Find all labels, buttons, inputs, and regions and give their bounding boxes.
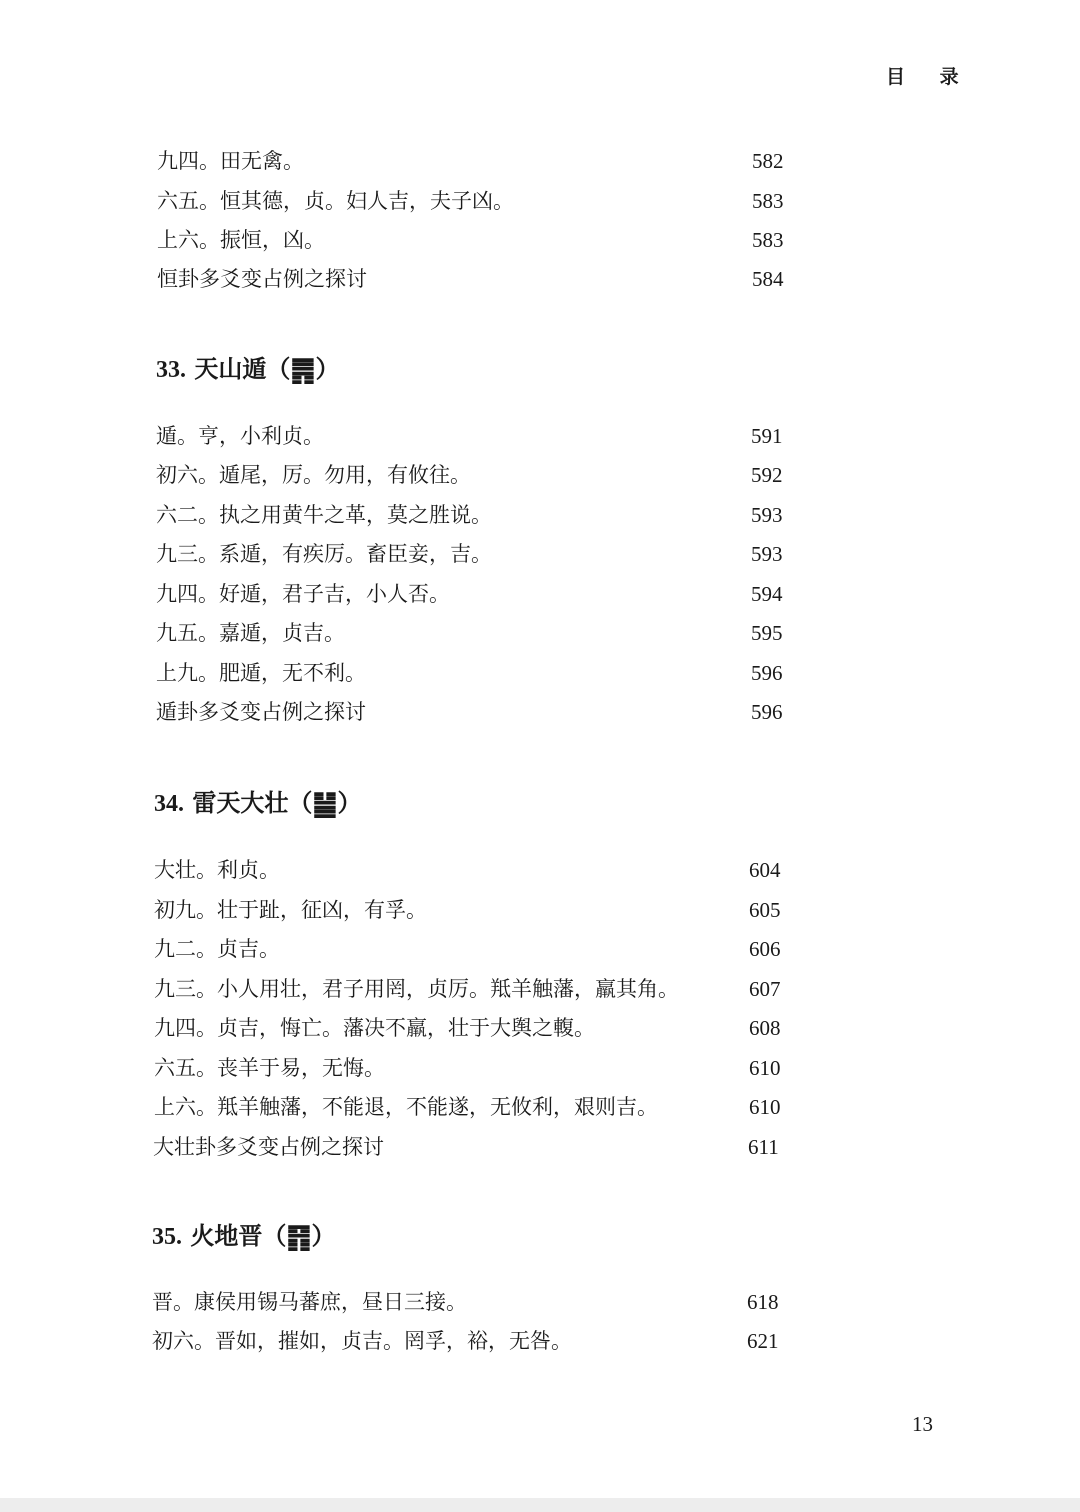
- toc-entry-page: 608: [749, 1016, 781, 1040]
- toc-entry-page: 610: [749, 1095, 781, 1119]
- toc-entry-page: 607: [749, 977, 781, 1001]
- section-heading: [156, 353, 339, 386]
- section-heading: [152, 1220, 335, 1253]
- toc-entry-text: 六五。恒其德，贞。妇人吉，夫子凶。: [157, 189, 514, 213]
- toc-entry-page: 596: [751, 700, 783, 724]
- toc-entry-text: 上九。肥遁，无不利。: [156, 661, 366, 685]
- toc-entry-text: 六二。执之用黄牛之革，莫之胜说。: [156, 503, 492, 527]
- toc-entry-text: 六五。丧羊于易，无悔。: [154, 1056, 385, 1080]
- section-heading: [154, 787, 361, 820]
- toc-entry-page: 584: [752, 267, 784, 291]
- toc-entry-page: 605: [749, 898, 781, 922]
- toc-entry-text: 初六。遁尾，厉。勿用，有攸往。: [156, 463, 471, 487]
- toc-entry-page: 595: [751, 621, 783, 645]
- toc-entry-page: 592: [751, 463, 783, 487]
- toc-entry-text: 九三。小人用壮，君子用罔，贞厉。羝羊触藩，羸其角。: [154, 977, 679, 1001]
- section-close: ）: [315, 354, 340, 383]
- section-name: 天山遁（: [194, 354, 291, 383]
- running-header: 目 录: [886, 66, 973, 88]
- section-number: 35.: [152, 1224, 182, 1250]
- toc-entry-page: 610: [749, 1056, 781, 1080]
- toc-entry-text: 初六。晋如，摧如，贞吉。罔孚，裕，无咎。: [152, 1329, 572, 1353]
- section-name: 火地晋（: [190, 1221, 287, 1250]
- section-close: ）: [337, 788, 362, 817]
- hexagram-symbol: ䷠: [290, 353, 316, 386]
- toc-entry-text: 九三。系遁，有疾厉。畜臣妾，吉。: [156, 542, 492, 566]
- toc-entry-page: 621: [747, 1329, 779, 1353]
- toc-entry-text: 九四。田无禽。: [157, 149, 304, 173]
- toc-entry-text: 大壮卦多爻变占例之探讨: [153, 1135, 384, 1159]
- toc-entry-page: 591: [751, 424, 783, 448]
- section-number: 33.: [156, 357, 186, 383]
- toc-entry-text: 大壮。利贞。: [154, 858, 280, 882]
- toc-entry-text: 遁。亨，小利贞。: [156, 424, 324, 448]
- toc-entry-page: 582: [752, 149, 784, 173]
- toc-entry-page: 583: [752, 189, 784, 213]
- page-number: 13: [912, 1412, 933, 1436]
- hexagram-symbol: ䷡: [312, 787, 338, 820]
- hexagram-symbol: ䷢: [286, 1220, 312, 1253]
- toc-entry-page: 618: [747, 1290, 779, 1314]
- toc-entry-page: 593: [751, 503, 783, 527]
- toc-entry-page: 604: [749, 858, 781, 882]
- section-close: ）: [311, 1221, 336, 1250]
- toc-entry-text: 九四。贞吉，悔亡。藩决不羸，壮于大舆之輹。: [154, 1016, 595, 1040]
- toc-entry-text: 晋。康侯用锡马蕃庶，昼日三接。: [152, 1290, 467, 1314]
- toc-entry-text: 初九。壮于趾，征凶，有孚。: [154, 898, 427, 922]
- bottom-edge: [0, 1498, 1080, 1512]
- toc-entry-text: 九四。好遁，君子吉，小人否。: [156, 582, 450, 606]
- toc-entry-page: 594: [751, 582, 783, 606]
- toc-entry-text: 上六。羝羊触藩，不能退，不能遂，无攸利，艰则吉。: [154, 1095, 658, 1119]
- toc-entry-text: 遁卦多爻变占例之探讨: [156, 700, 366, 724]
- toc-entry-text: 恒卦多爻变占例之探讨: [157, 267, 367, 291]
- toc-entry-text: 上六。振恒，凶。: [157, 228, 325, 252]
- toc-entry-page: 583: [752, 228, 784, 252]
- section-name: 雷天大壮（: [192, 788, 313, 817]
- section-number: 34.: [154, 791, 184, 817]
- toc-entry-page: 593: [751, 542, 783, 566]
- toc-entry-page: 611: [748, 1135, 779, 1159]
- toc-entry-page: 596: [751, 661, 783, 685]
- toc-entry-text: 九二。贞吉。: [154, 937, 280, 961]
- toc-entry-text: 九五。嘉遁，贞吉。: [156, 621, 345, 645]
- toc-entry-page: 606: [749, 937, 781, 961]
